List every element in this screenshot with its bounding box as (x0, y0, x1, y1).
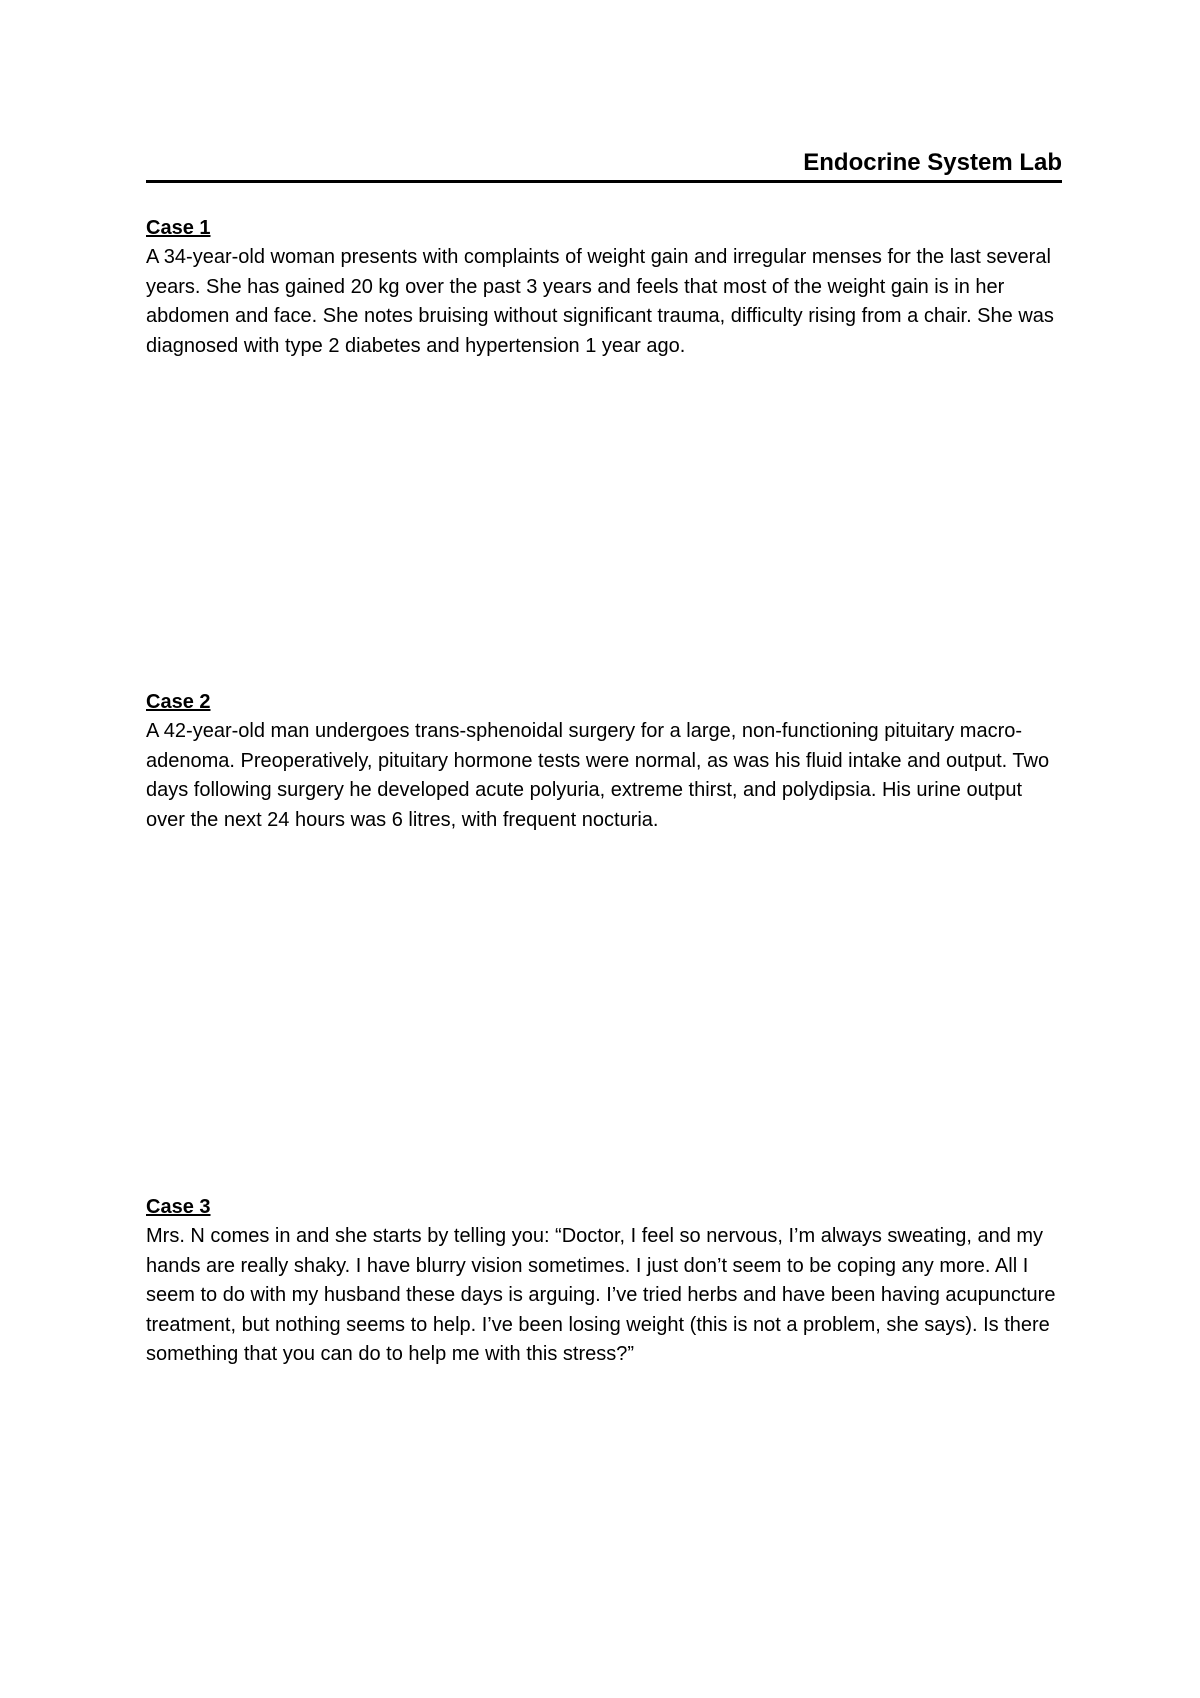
case-2-section (146, 688, 1062, 835)
case-3-body: Mrs. N comes in and she starts by telling you: “Doctor, I feel so nervous, I’m always sweating, and my hands are really shaky. I have blurry vision sometimes. I just don’t seem to be coping any more. All I seem to do with my husband these days is arguing. I’ve tried herbs and have been having acupuncture treatment, but nothing seems to help. I’ve been losing weight (this is not a problem, she says). Is there something that you can do to help me with this stress?” (146, 1225, 1056, 1365)
case-2-heading: Case 2 (146, 691, 211, 713)
case-1-section (146, 214, 1062, 361)
header-divider (146, 180, 1062, 183)
case-1-heading: Case 1 (146, 217, 211, 239)
case-2-body: A 42-year-old man undergoes trans-sphenoidal surgery for a large, non-functioning pituitary macro-adenoma. Preoperatively, pituitary hormone tests were normal, as was his fluid intake and output. Two days following surgery he developed acute polyuria, extreme thirst, and polydipsia. His urine output over the next 24 hours was 6 litres, with frequent nocturia. (146, 720, 1050, 831)
case-3-heading: Case 3 (146, 1196, 211, 1218)
case-1-body: A 34-year-old woman presents with complaints of weight gain and irregular menses for the last several years. She has gained 20 kg over the past 3 years and feels that most of the weight gain is in her abdomen and face. She notes bruising without significant trauma, difficulty rising from a chair. She was diagnosed with type 2 diabetes and hypertension 1 year ago. (146, 246, 1054, 357)
page-title: Endocrine System Lab (803, 149, 1062, 176)
case-3-section (146, 1193, 1062, 1370)
